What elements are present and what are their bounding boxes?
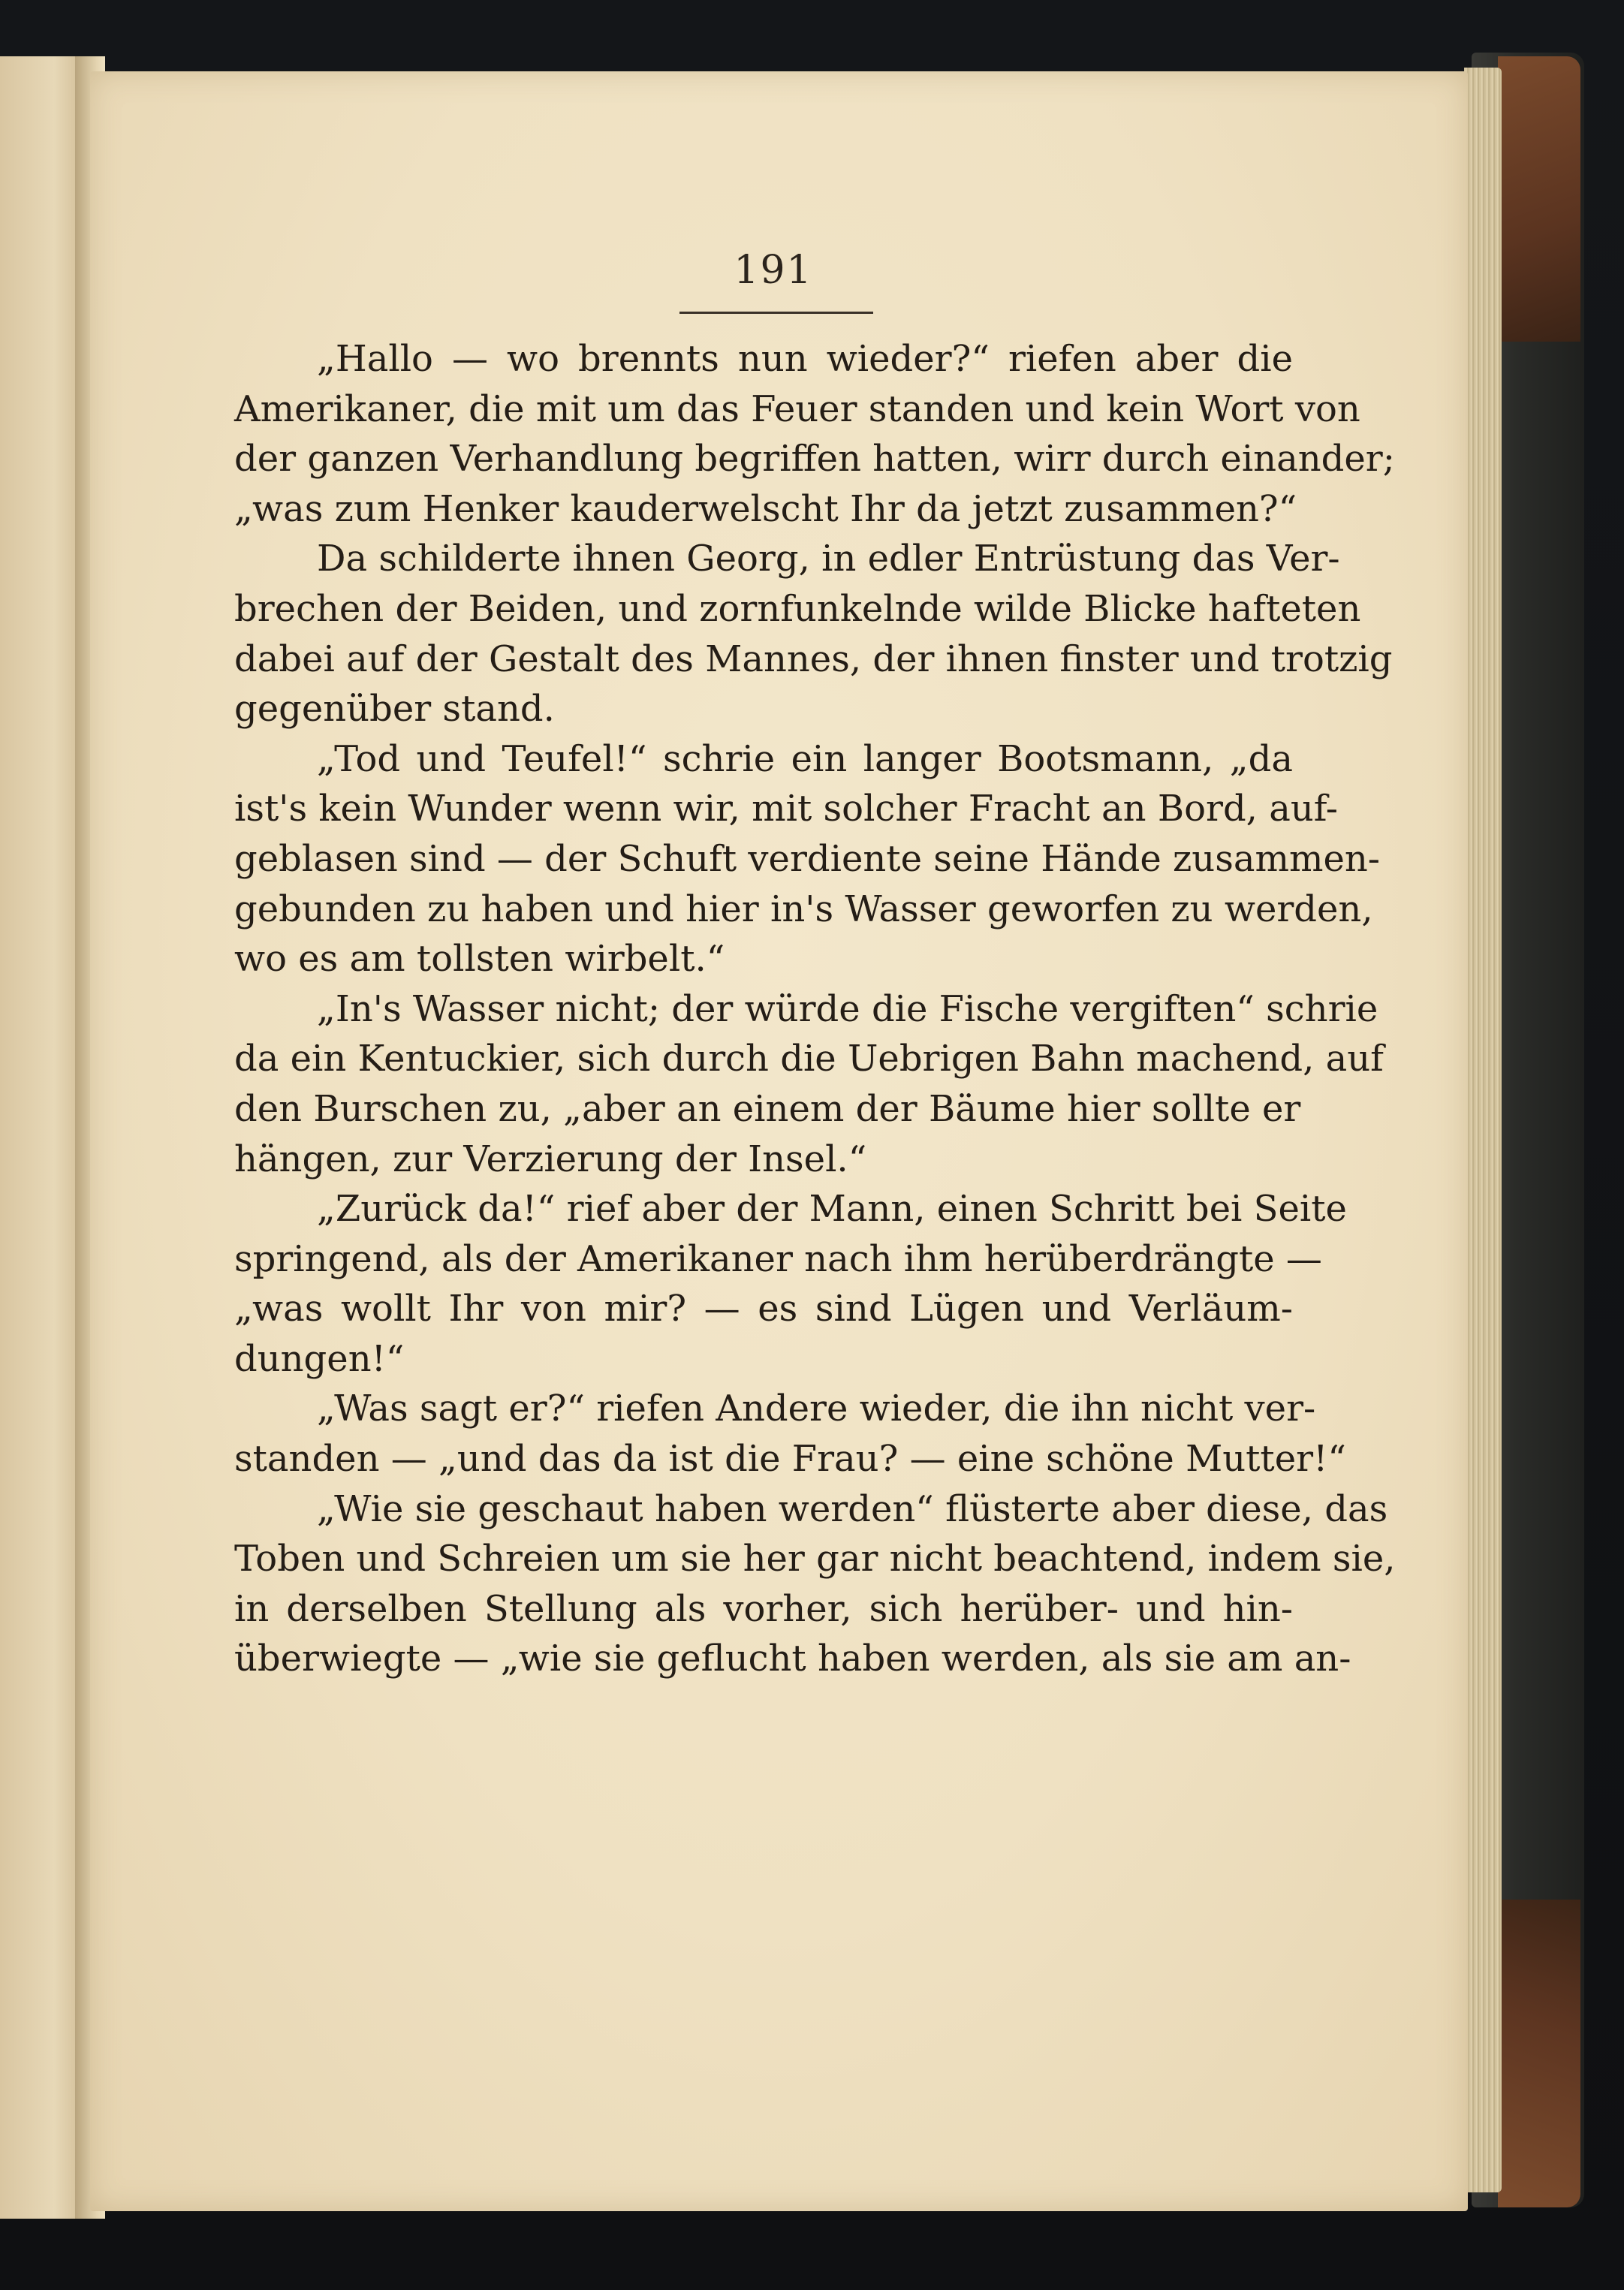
header-rule <box>679 312 873 314</box>
text-line: wo es am tollsten wirbelt.“ <box>234 938 725 981</box>
text-line: „Hallo — wo brennts nun wieder?“ riefen aber die <box>317 338 1293 380</box>
text-line: gebunden zu haben und hier in's Wasser geworfen zu werden, <box>234 887 1373 930</box>
text-line: „was wollt Ihr von mir? — es sind Lügen und Verläum- <box>234 1288 1293 1330</box>
page-number: 191 <box>734 248 813 293</box>
text-line: da ein Kentuckier, sich durch die Uebrigen Bahn machend, auf <box>234 1038 1384 1080</box>
text-line: Toben und Schreien um sie her gar nicht beachtend, indem sie, <box>234 1538 1396 1580</box>
text-line: „In's Wasser nicht; der würde die Fische vergiften“ schrie <box>317 987 1378 1030</box>
text-line: standen — „und das da ist die Frau? — eine schöne Mutter!“ <box>234 1438 1346 1481</box>
text-line: dungen!“ <box>234 1337 405 1380</box>
text-line: Da schilderte ihnen Georg, in edler Entrüstung das Ver- <box>317 538 1340 580</box>
text-line: den Burschen zu, „aber an einem der Bäume hier sollte er <box>234 1087 1301 1130</box>
text-line: „Wie sie geschaut haben werden“ flüsterte aber diese, das <box>317 1487 1388 1530</box>
cover-corner-bottom <box>1498 1900 1580 2207</box>
text-line: dabei auf der Gestalt des Mannes, der ihnen finster und trotzig <box>234 637 1393 680</box>
text-line: ist's kein Wunder wenn wir, mit solcher Fracht an Bord, auf- <box>234 788 1338 830</box>
text-line: Amerikaner, die mit um das Feuer standen und kein Wort von <box>234 387 1360 430</box>
page-edges <box>1464 68 1502 2192</box>
text-line: brechen der Beiden, und zornfunkelnde wilde Blicke hafteten <box>234 587 1361 630</box>
page-text <box>234 334 1396 1684</box>
text-line: der ganzen Verhandlung begriffen hatten, wirr durch einander; <box>234 438 1395 481</box>
cover-corner-top <box>1498 56 1580 342</box>
text-line: „Was sagt er?“ riefen Andere wieder, die ihn nicht ver- <box>317 1388 1316 1430</box>
text-line: geblasen sind — der Schuft verdiente seine Hände zusammen- <box>234 837 1381 880</box>
text-line: überwiegte — „wie sie geflucht haben werden, als sie am an- <box>234 1638 1351 1680</box>
text-line: gegenüber stand. <box>234 688 555 731</box>
text-line: „was zum Henker kauderwelscht Ihr da jetzt zusammen?“ <box>234 487 1297 530</box>
text-line: springend, als der Amerikaner nach ihm herüberdrängte — <box>234 1237 1322 1280</box>
text-line: hängen, zur Verzierung der Insel.“ <box>234 1137 867 1180</box>
text-line: „Tod und Teufel!“ schrie ein langer Bootsmann, „da <box>317 737 1293 780</box>
text-line: „Zurück da!“ rief aber der Mann, einen Schritt bei Seite <box>317 1188 1347 1231</box>
text-line: in derselben Stellung als vorher, sich herüber- und hin- <box>234 1587 1293 1630</box>
